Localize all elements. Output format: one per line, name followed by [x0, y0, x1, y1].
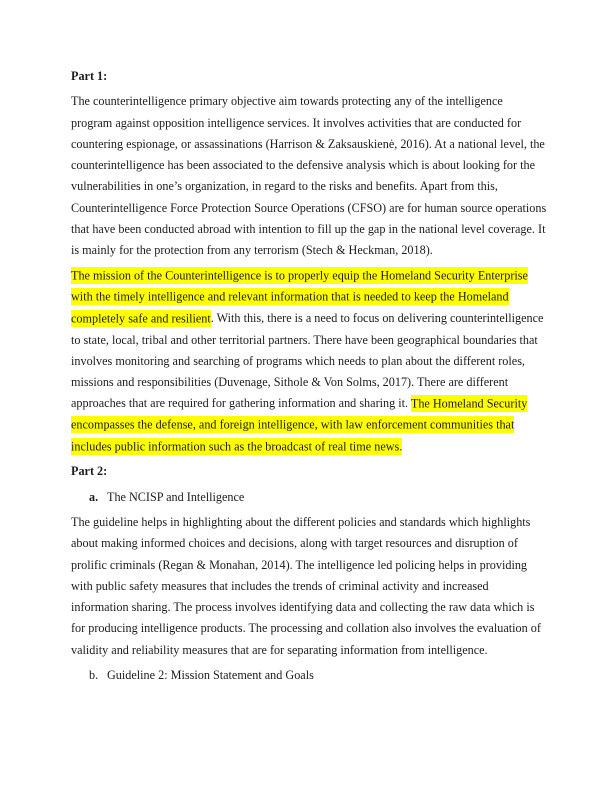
document-line	[71, 512, 553, 533]
highlighted-text: encompasses the defense, and foreign intelligence, with law enforcement communities that	[71, 417, 515, 432]
document-line	[71, 219, 553, 240]
document-line	[71, 240, 553, 261]
body-text: countering espionage, or assassinations (Harrison & Zaksauskienė, 2016). At a national level, the	[71, 136, 545, 151]
list-item	[71, 665, 553, 686]
body-text: for producing intelligence products. The processing and collation also involves the evaluation of	[71, 621, 541, 636]
body-text: prolific criminals (Regan & Monahan, 2014). The intelligence led policing helps in providing	[71, 557, 528, 572]
document-line	[71, 176, 553, 197]
document-line	[71, 393, 553, 414]
document-line	[71, 113, 553, 134]
body-text: involves monitoring and searching of programs which needs to plan about the different roles,	[71, 353, 525, 368]
section-heading	[71, 66, 553, 87]
body-text: vulnerabilities in one’s organization, in regard to the risks and benefits. Apart from this,	[71, 179, 498, 194]
document-line	[71, 155, 553, 176]
section-heading	[71, 461, 553, 482]
heading-text: Part 1:	[71, 69, 108, 83]
body-text: information sharing. The process involves identifying data and collecting the raw data which is	[71, 600, 535, 615]
document-line	[71, 576, 553, 597]
document-line	[71, 597, 553, 618]
document-content	[71, 66, 553, 690]
body-text: counterintelligence has been associated to the defensive analysis which is about looking for the	[71, 158, 535, 173]
document-line	[71, 351, 553, 372]
body-text: The guideline helps in highlighting about the different policies and standards which highlights	[71, 514, 531, 529]
highlighted-text: The mission of the Counterintelligence is to properly equip the Homeland Security Enterprise	[71, 268, 528, 283]
document-line	[71, 287, 553, 308]
document-line	[71, 415, 553, 436]
body-text: is mainly for the protection from any terrorism (Stech & Heckman, 2018).	[71, 243, 433, 258]
highlighted-text: completely safe and resilient	[71, 311, 211, 326]
highlighted-text: The Homeland Security	[410, 396, 528, 411]
paragraph	[71, 512, 553, 661]
body-text: missions and responsibilities (Duvenage, Sithole & Von Solms, 2017). There are different	[71, 375, 509, 390]
document-line	[71, 436, 553, 457]
body-text: approaches that are required for gathering information and sharing it.	[71, 396, 411, 411]
document-line	[71, 266, 553, 287]
list-marker: a.	[89, 489, 99, 504]
highlighted-text: includes public information such as the broadcast of real time news.	[71, 439, 403, 454]
body-text: validity and reliability measures that are for separating information from intelligence.	[71, 642, 488, 657]
body-text: Counterintelligence Force Protection Source Operations (CFSO) are for human source operations	[71, 200, 547, 215]
document-line	[71, 330, 553, 351]
document-line	[71, 198, 553, 219]
list-item	[71, 487, 553, 508]
body-text: program against opposition intelligence services. It involves activities that are conducted for	[71, 115, 522, 130]
body-text: with public safety measures that includes the trends of criminal activity and increased	[71, 578, 489, 593]
list-item-text: The NCISP and Intelligence	[107, 489, 245, 504]
list-item-text: Guideline 2: Mission Statement and Goals	[107, 668, 314, 683]
document-line	[71, 91, 553, 112]
heading-text: Part 2:	[71, 464, 108, 479]
document-line	[71, 640, 553, 661]
document-line	[71, 555, 553, 576]
body-text: The counterintelligence primary objective aim towards protecting any of the intelligence	[71, 94, 503, 109]
highlighted-text: with the timely intelligence and relevant information that is needed to keep the Homeland	[71, 289, 509, 304]
document-line	[71, 533, 553, 554]
paragraph	[71, 91, 553, 261]
document-line	[71, 372, 553, 393]
list-marker: b.	[89, 668, 99, 683]
document-line	[71, 308, 553, 329]
paragraph	[71, 266, 553, 458]
document-line	[71, 618, 553, 639]
document-line	[71, 134, 553, 155]
body-text: about making informed choices and decisions, along with target resources and disruption of	[71, 536, 518, 551]
body-text: . With this, there is a need to focus on delivering counterintelligence	[210, 311, 544, 326]
body-text: that have been conducted abroad with intention to fill up the gap in the national level coverage. It	[71, 222, 546, 237]
body-text: to state, local, tribal and other territorial partners. There have been geographical boundaries that	[71, 332, 538, 347]
